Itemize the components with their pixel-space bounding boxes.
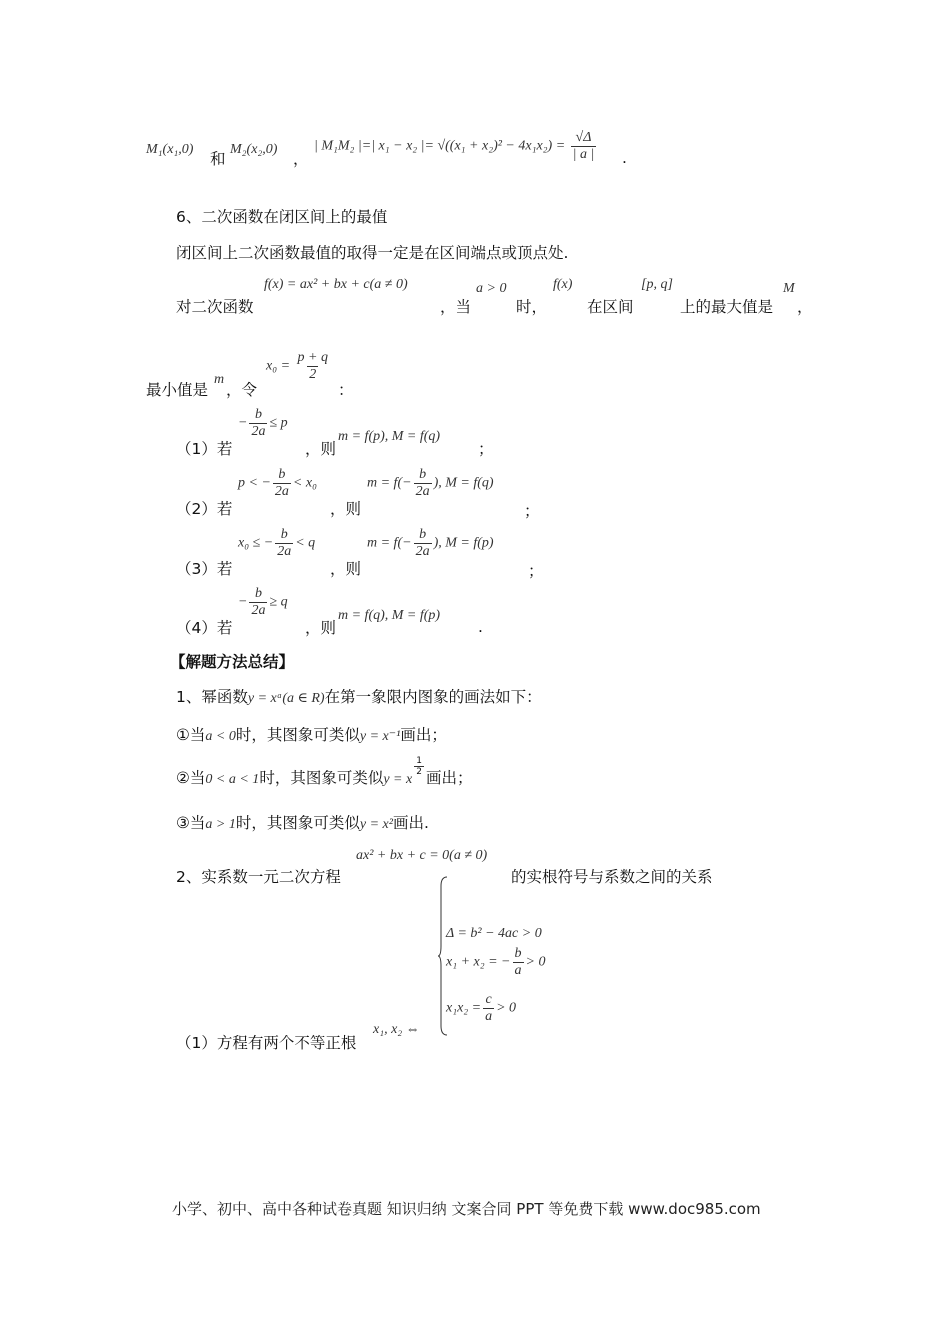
quadratic-equation: ax² + bx + c = 0(a ≠ 0) (356, 848, 488, 863)
distance-formula-left: | M₁M₂ |=| x₁ − x₂ |= √((x₁ + x₂)² − 4x₁x₂) = (314, 138, 566, 154)
case-3-result: m = f(− $\frac{b}{2a}$ ), M = f(p) (367, 527, 494, 559)
b-over-2a-fraction: $\frac{b}{2a}$ (274, 467, 289, 499)
b-over-2a-fraction: $\frac{b}{2a}$ (415, 467, 430, 499)
text-min: 最小值是 (146, 381, 209, 399)
case-1-then: ，则 (305, 440, 337, 458)
case-2-label: （2）若 (176, 500, 233, 518)
rule-1: ①当a < 0时，其图象可类似y = x⁻¹画出； (176, 726, 447, 744)
case-4-result: m = f(q), M = f(p) (338, 608, 441, 623)
condition-a-positive: a > 0 (476, 281, 507, 296)
case-1-condition: − $\frac{b}{2a}$ ≤ p (238, 407, 288, 439)
x0-definition (266, 350, 332, 383)
case-3-then: ，则 (330, 560, 362, 578)
min-m: m (214, 372, 225, 387)
text-shi: 时， (516, 298, 548, 316)
power-function-line: 1、幂函数y = xᵃ(a ∈ R)在第一象限内图象的画法如下： (176, 688, 542, 706)
b-over-2a-fraction: $\frac{b}{2a}$ (277, 527, 292, 559)
case-4-condition: − $\frac{b}{2a}$ ≥ q (238, 586, 288, 618)
text-max: 上的最大值是 (680, 298, 774, 316)
section-6-intro: 闭区间上二次函数最值的取得一定是在区间端点或顶点处. (176, 244, 569, 262)
case-1-end: ； (478, 440, 494, 458)
two-positive-roots-label: （1）方程有两个不等正根 (176, 1034, 357, 1052)
sqrt-delta-fraction (571, 130, 597, 163)
quadratic-roots-line: 2、实系数一元二次方程 (176, 868, 341, 886)
roots-relation-text: 的实根符号与系数之间的关系 (511, 868, 713, 886)
summary-title: 【解题方法总结】 (170, 653, 295, 671)
case-2-result: m = f(− $\frac{b}{2a}$ ), M = f(q) (367, 467, 494, 499)
point-m2: M₂(x₂,0) (230, 142, 278, 157)
case-1-result: m = f(p), M = f(q) (338, 429, 441, 444)
case-3-label: （3）若 (176, 560, 233, 578)
fraction-denominator: 2 (309, 367, 317, 382)
system-product: x₁x₂ = $\frac{c}{a}$ > 0 (446, 992, 517, 1024)
comma: ， (293, 150, 309, 168)
case-3-end: ； (528, 562, 544, 580)
interval-pq: [p, q] (641, 277, 673, 292)
x0-label: x₀ = (266, 358, 291, 374)
distance-formula (314, 130, 598, 163)
footer-text: 小学、初中、高中各种试卷真题 知识归纳 文案合同 PPT 等免费下载 www.doc985.com (172, 1200, 761, 1218)
rule-3: ③当a > 1时，其图象可类似y = x²画出. (176, 814, 429, 832)
b-over-2a-fraction: $\frac{b}{2a}$ (251, 586, 266, 618)
colon: ： (338, 381, 354, 399)
case-4-end: . (478, 618, 483, 636)
rule-2: ②当0 < a < 1时，其图象可类似y = x $\frac{1}{2}$ 画出； (176, 756, 473, 787)
fraction-denominator: | a | (572, 147, 595, 162)
b-over-2a-fraction: $\frac{b}{2a}$ (415, 527, 430, 559)
power-function-formula: y = xᵃ(a ∈ R) (247, 691, 325, 706)
text-dui: 对二次函数 (176, 298, 254, 316)
system-sum: x₁ + x₂ = − $\frac{b}{a}$ > 0 (446, 946, 546, 978)
quadratic-function: f(x) = ax² + bx + c(a ≠ 0) (264, 277, 408, 292)
x0-fraction (296, 350, 330, 383)
fraction-numerator: p + q (297, 350, 328, 365)
case-2-end: ； (524, 502, 540, 520)
half-exponent: $\frac{1}{2}$ (416, 756, 422, 777)
b-over-2a-fraction: $\frac{b}{2a}$ (251, 407, 266, 439)
point-m1: M₁(x₁,0) (146, 142, 194, 157)
roots-equivalence: x₁, x₂ ⇔ (373, 1022, 420, 1037)
period: . (622, 149, 627, 167)
text-ling: ，令 (226, 381, 258, 399)
comma: ， (797, 298, 813, 316)
case-4-then: ，则 (305, 619, 337, 637)
case-2-then: ，则 (330, 500, 362, 518)
fx: f(x) (553, 277, 573, 292)
section-6-title: 6、二次函数在闭区间上的最值 (176, 208, 388, 226)
case-1-label: （1）若 (176, 440, 233, 458)
case-4-label: （4）若 (176, 619, 233, 637)
text-zai: 在区间 (587, 298, 634, 316)
case-3-condition: x₀ ≤ − $\frac{b}{2a}$ < q (238, 527, 316, 559)
case-2-condition: p < − $\frac{b}{2a}$ < x₀ (238, 467, 317, 499)
system-discriminant: Δ = b² − 4ac > 0 (446, 926, 542, 941)
and-text: 和 (210, 150, 226, 168)
max-M: M (783, 281, 795, 296)
fraction-numerator: √Δ (575, 130, 592, 145)
text-dang: ，当 (440, 298, 472, 316)
